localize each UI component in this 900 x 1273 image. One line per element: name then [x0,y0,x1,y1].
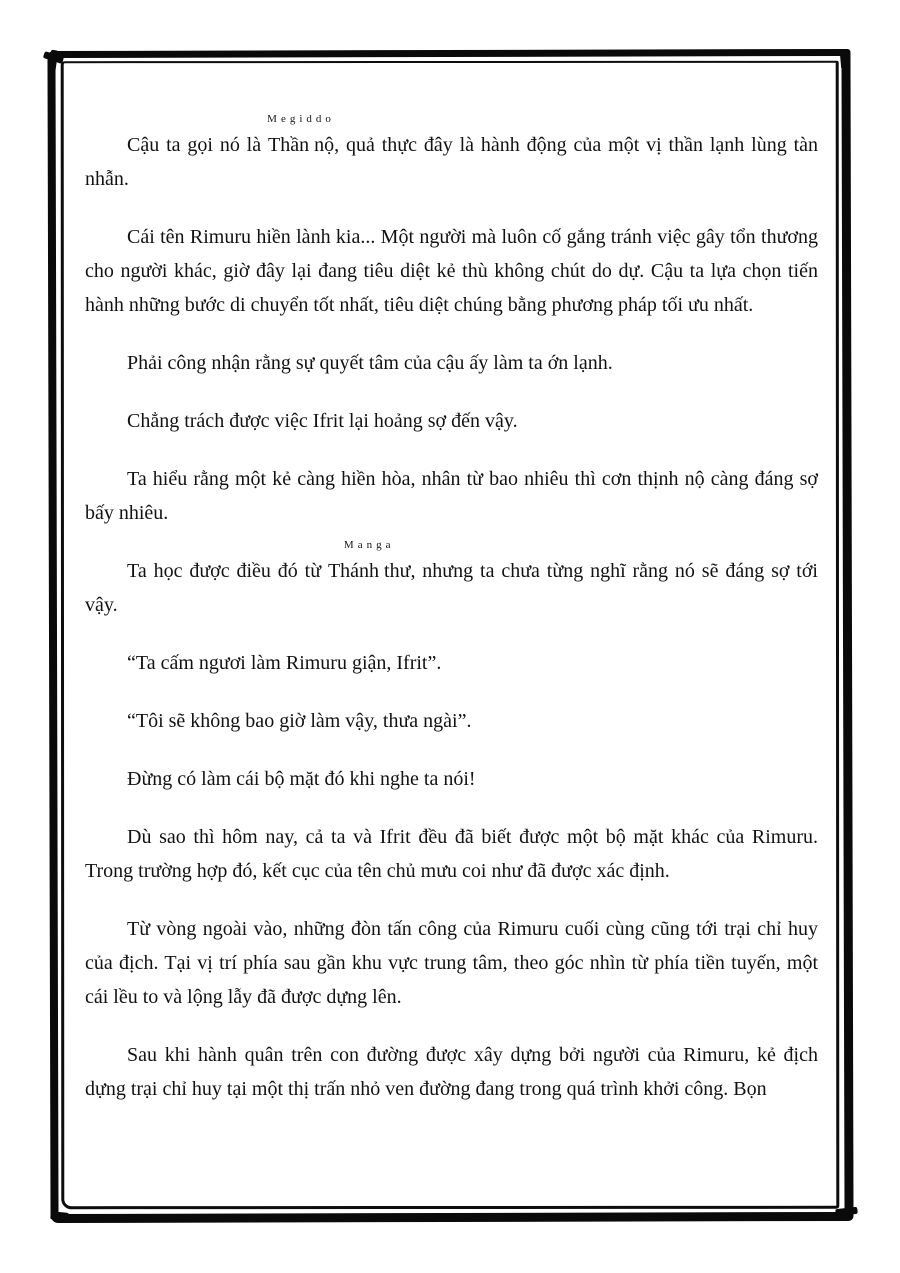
text-run: “Tôi sẽ không bao giờ làm vậy, thưa ngài”. [127,710,472,732]
text-run: Ta hiểu rằng một kẻ càng hiền hòa, nhân từ bao nhiêu thì cơn thịnh nộ càng đáng sợ bấy nhiêu. [85,468,818,524]
text-run: “Ta cấm ngươi làm Rimuru giận, Ifrit”. [127,652,442,674]
text-run: Ta học được điều đó từ [127,560,328,582]
text-run: Cậu ta gọi nó là [127,134,268,156]
text-run: Dù sao thì hôm nay, cả ta và Ifrit đều đã biết được một bộ mặt khác của Rimuru. Trong trường hợp đó, kết cục của tên chủ mưu coi như đã được xác định. [85,826,818,882]
frame-corner-blob [835,1207,858,1216]
ruby-annotation: Manga [343,539,395,551]
text-run: Đừng có làm cái bộ mặt đó khi nghe ta nói! [127,768,476,790]
paragraph [85,113,819,196]
paragraph [85,404,818,438]
paragraph [85,912,818,1014]
frame-corner-blob [840,51,850,70]
text-run: Cái tên Rimuru hiền lành kia... Một người mà luôn cố gắng tránh việc gây tổn thương cho người khác, giờ đây lại đang tiêu diệt kẻ thù không chút do dự. Cậu ta lựa chọn tiến hành những bước di chuyển tốt nhất, tiêu diệt chúng bằng phương pháp tối ưu nhất. [85,226,818,316]
text-run: Sau khi hành quân trên con đường được xây dựng bởi người của Rimuru, kẻ địch dựng trại chỉ huy tại một thị trấn nhỏ ven đường đang trong quá trình khởi công. Bọn [85,1044,818,1100]
ruby-base-text: Thần nộ [268,134,335,156]
paragraph [85,462,818,530]
ruby-annotated-term [327,539,411,588]
paragraph [85,704,818,738]
paragraph [85,220,818,322]
paragraph [85,646,818,680]
paragraph [85,820,818,888]
text-run: , nhưng ta chưa từng nghĩ rằng nó sẽ đáng sợ tới vậy. [85,560,818,616]
frame-corner-blob [50,1211,69,1221]
paragraph [85,1038,818,1106]
text-run: , quả thực đây là hành động của một vị thần lạnh lùng tàn nhẫn. [85,134,819,190]
text-run: Chẳng trách được việc Ifrit lại hoảng sợ đến vậy. [127,410,518,432]
text-content [85,113,819,1130]
ruby-base-text: Thánh thư [327,560,411,582]
paragraph [85,539,818,622]
ruby-annotation: Megiddo [267,113,335,125]
paragraph [85,346,818,380]
paragraph [85,762,818,796]
text-run: Phải công nhận rằng sự quyết tâm của cậu ấy làm ta ớn lạnh. [127,352,613,374]
text-run: Từ vòng ngoài vào, những đòn tấn công của Rimuru cuối cùng cũng tới trại chỉ huy của địch. Tại vị trí phía sau gần khu vực trung tâm, theo góc nhìn từ phía tiền tuyến, một cái lều to và lộng lẫy đã được dựng lên. [85,918,818,1008]
ruby-annotated-term [267,113,335,162]
